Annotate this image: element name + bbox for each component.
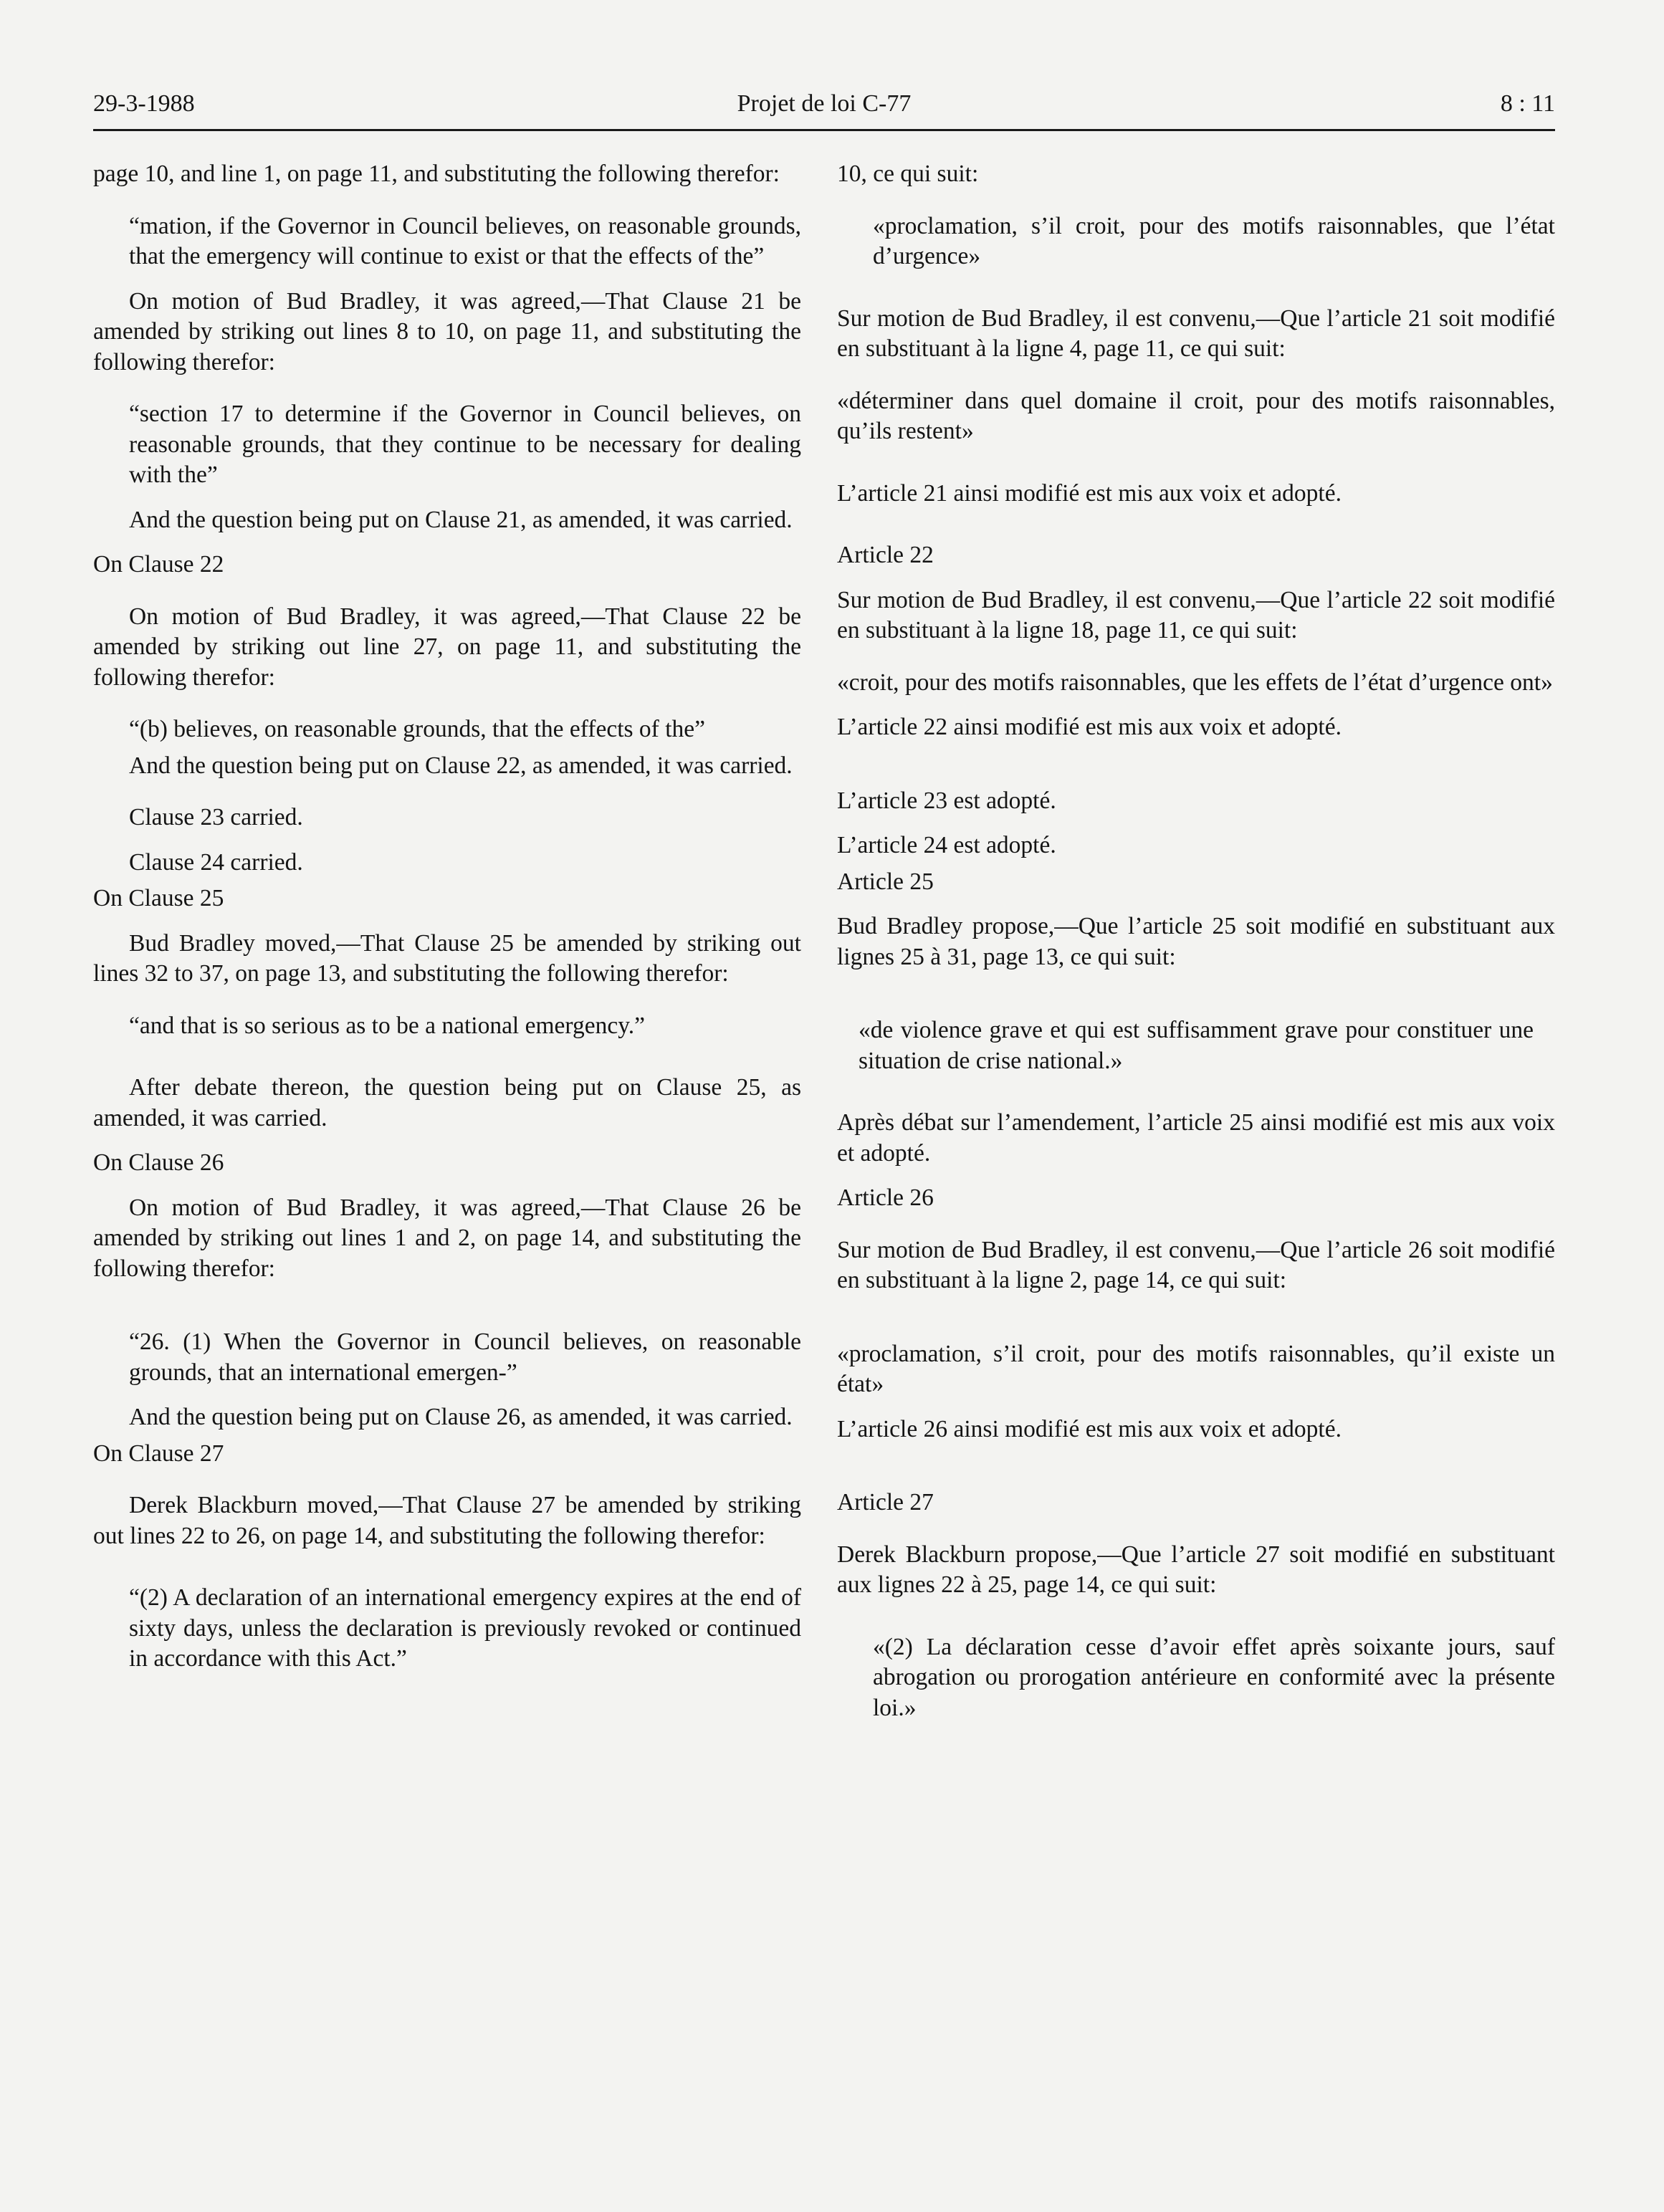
article-heading: Article 26 (837, 1184, 934, 1211)
quoted-amendment: «proclamation, s’il croit, pour des motifs raisonnables, que l’état d’urgence» (873, 212, 1555, 269)
header-title: Projet de loi C-77 (737, 90, 912, 117)
paragraph: Sur motion de Bud Bradley, il est convenu,—Que l’article 21 soit modifié en substituant à la ligne 4, page 11, ce qui suit: (837, 305, 1555, 362)
paragraph: L’article 23 est adopté. (837, 787, 1056, 814)
quoted-amendment: “(2) A declaration of an international emergency expires at the end of sixty days, unless the declaration is previously revoked or continued in accordance with this Act.” (129, 1584, 801, 1672)
clause-heading: On Clause 25 (93, 885, 224, 911)
quoted-amendment: «croit, pour des motifs raisonnables, que les effets de l’état d’urgence ont» (837, 669, 1553, 696)
paragraph: On motion of Bud Bradley, it was agreed,—That Clause 26 be amended by striking out lines 1 and 2, on page 14, and substituting the following therefor: (93, 1194, 801, 1282)
paragraph: Bud Bradley moved,—That Clause 25 be amended by striking out lines 32 to 37, on page 13, and substituting the following therefor: (93, 929, 801, 987)
paragraph: L’article 24 est adopté. (837, 832, 1056, 858)
clause-heading: On Clause 22 (93, 551, 224, 578)
paragraph: Sur motion de Bud Bradley, il est convenu,—Que l’article 26 soit modifié en substituant à la ligne 2, page 14, ce qui suit: (837, 1236, 1555, 1293)
paragraph: Clause 23 carried. (129, 804, 303, 830)
paragraph: And the question being put on Clause 26, as amended, it was carried. (129, 1404, 793, 1430)
article-heading: Article 25 (837, 868, 934, 895)
header-date: 29-3-1988 (93, 90, 195, 117)
french-column (837, 159, 1555, 1723)
quoted-amendment: «de violence grave et qui est suffisamment grave pour constituer une situation de crise national.» (859, 1017, 1534, 1074)
article-heading: Article 27 (837, 1489, 934, 1516)
paragraph: Après débat sur l’amendement, l’article 25 ainsi modifié est mis aux voix et adopté. (837, 1109, 1555, 1167)
paragraph: 10, ce qui suit: (837, 161, 979, 187)
paragraph: Derek Blackburn moved,—That Clause 27 be amended by striking out lines 22 to 26, on page 14, and substituting the following therefor: (93, 1492, 801, 1549)
clause-heading: On Clause 26 (93, 1149, 224, 1176)
quoted-amendment: «déterminer dans quel domaine il croit, pour des motifs raisonnables, qu’ils restent» (837, 387, 1555, 444)
paragraph: L’article 26 ainsi modifié est mis aux voix et adopté. (837, 1415, 1342, 1442)
quoted-amendment: «(2) La déclaration cesse d’avoir effet après soixante jours, sauf abrogation ou prorogation antérieure en conformité avec la présente loi.» (873, 1633, 1555, 1721)
paragraph: After debate thereon, the question being put on Clause 25, as amended, it was carried. (93, 1074, 801, 1131)
english-column (93, 159, 801, 1675)
quoted-amendment: “(b) believes, on reasonable grounds, that the effects of the” (129, 716, 705, 742)
quoted-amendment: “section 17 to determine if the Governor in Council believes, on reasonable grounds, that they continue to be necessary for dealing with the” (129, 401, 801, 488)
page-header (93, 86, 1555, 131)
paragraph: Derek Blackburn propose,—Que l’article 27 soit modifié en substituant aux lignes 22 à 25, page 14, ce qui suit: (837, 1541, 1555, 1598)
quoted-amendment: “26. (1) When the Governor in Council believes, on reasonable grounds, that an international emergen-” (129, 1328, 801, 1386)
quoted-amendment: “and that is so serious as to be a national emergency.” (129, 1012, 646, 1039)
paragraph: Sur motion de Bud Bradley, il est convenu,—Que l’article 22 soit modifié en substituant à la ligne 18, page 11, ce qui suit: (837, 586, 1555, 643)
quoted-amendment: «proclamation, s’il croit, pour des motifs raisonnables, qu’il existe un état» (837, 1340, 1555, 1397)
paragraph: Bud Bradley propose,—Que l’article 25 soit modifié en substituant aux lignes 25 à 31, page 13, ce qui suit: (837, 913, 1555, 970)
header-page-number: 8 : 11 (1500, 90, 1555, 117)
paragraph: L’article 22 ainsi modifié est mis aux voix et adopté. (837, 714, 1342, 740)
paragraph: L’article 21 ainsi modifié est mis aux voix et adopté. (837, 479, 1342, 507)
paragraph: On motion of Bud Bradley, it was agreed,—That Clause 21 be amended by striking out lines 8 to 10, on page 11, and substituting the following therefor: (93, 287, 801, 375)
quoted-amendment: “mation, if the Governor in Council believes, on reasonable grounds, that the emergency will continue to exist or that the effects of the” (129, 212, 801, 269)
paragraph: Clause 24 carried. (129, 848, 303, 876)
article-heading: Article 22 (837, 542, 934, 568)
paragraph: page 10, and line 1, on page 11, and substituting the following therefor: (93, 161, 780, 187)
paragraph: And the question being put on Clause 21, as amended, it was carried. (129, 506, 793, 533)
clause-heading: On Clause 27 (93, 1440, 224, 1467)
paragraph: On motion of Bud Bradley, it was agreed,—That Clause 22 be amended by striking out line 27, on page 11, and substituting the following therefor: (93, 603, 801, 691)
paragraph: And the question being put on Clause 22, as amended, it was carried. (129, 752, 793, 779)
